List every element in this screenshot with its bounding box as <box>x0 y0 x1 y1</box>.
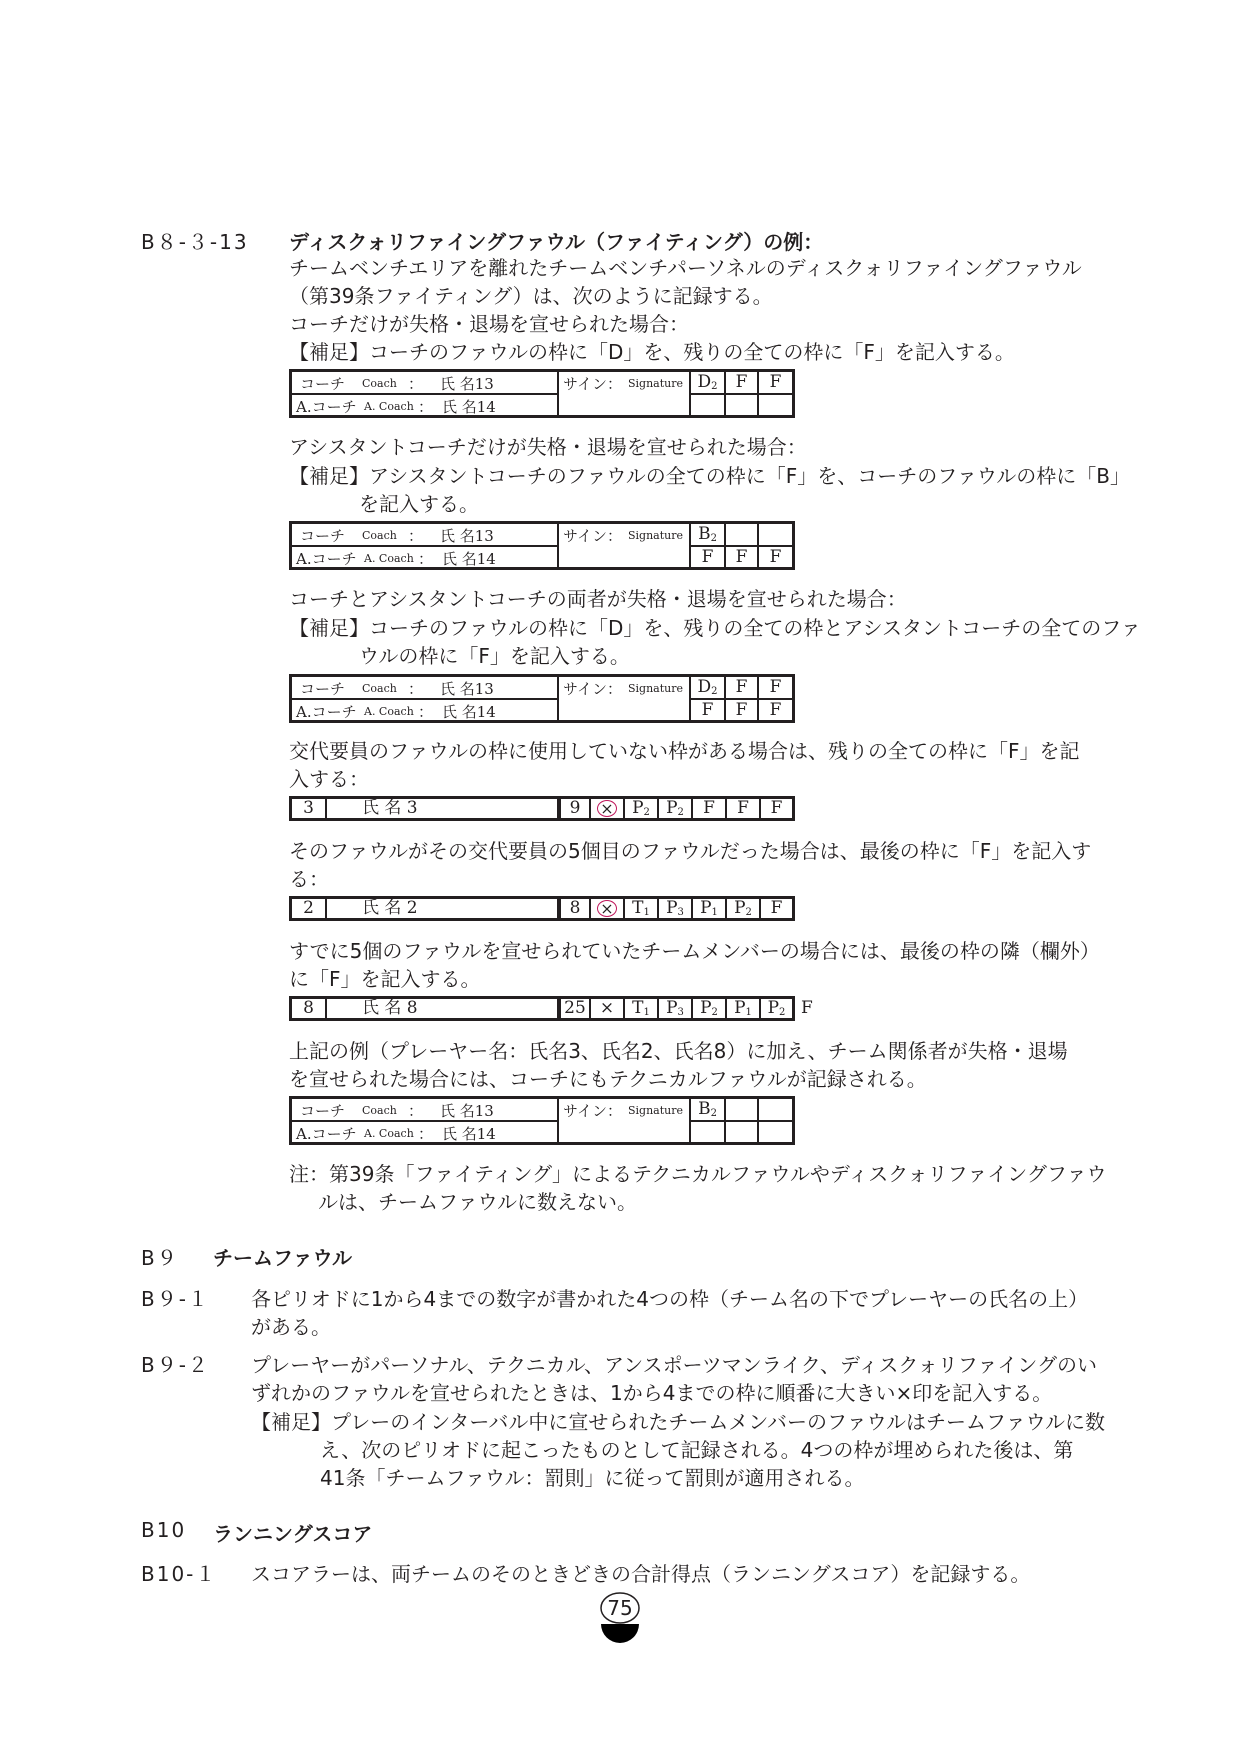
signature-en-label: Signature <box>628 377 684 390</box>
assistant-coach-foul-2 <box>724 1120 757 1142</box>
paragraph-line: アシスタントコーチだけが失格・退場を宣せられた場合： <box>289 435 807 459</box>
coach-foul-3 <box>757 1099 792 1120</box>
foul-4: $P_2$ <box>725 899 759 918</box>
license-number: 3 <box>303 798 314 818</box>
section-number: B９-１ <box>141 1287 210 1311</box>
assistant-coach-foul-2: F <box>724 545 757 567</box>
signature-en-label: Signature <box>628 682 684 695</box>
assistant-coach-name: 氏 名14 <box>442 398 496 416</box>
outside-box-mark: F <box>801 998 813 1018</box>
assistant-coach-name: 氏 名14 <box>442 1125 496 1143</box>
coach-label: コーチ <box>300 375 346 393</box>
player-in-mark <box>589 799 623 818</box>
page-number-base-shape <box>601 1624 639 1643</box>
coach-name: 氏 名13 <box>440 375 494 393</box>
assistant-coach-foul-1: F <box>691 545 724 567</box>
assistant-coach-en-label: A. Coach <box>364 705 414 718</box>
assistant-coach-label: A.コーチ <box>296 550 357 568</box>
assistant-coach-foul-1: F <box>691 698 724 720</box>
signature-label: サイン <box>563 375 607 393</box>
signature-label: サイン <box>563 527 607 545</box>
assistant-coach-foul-2 <box>724 393 757 415</box>
coach-foul-1: $B_2$ <box>698 1099 717 1119</box>
assistant-coach-foul-3: F <box>757 545 792 567</box>
signature-label: サイン <box>563 680 607 698</box>
paragraph-line: そのファウルがその交代要員の5個目のファウルだった場合は、最後の枠に「F」を記入す <box>289 839 1092 863</box>
paragraph-line: プレーヤーがパーソナル、テクニカル、アンスポーツマンライク、ディスクォリファイングのい <box>251 1353 1097 1377</box>
coach-foul-1: $D_2$ <box>697 677 718 697</box>
paragraph-line: スコアラーは、両チームのそのときどきの合計得点（ランニングスコア）を記録する。 <box>251 1562 1031 1586</box>
coach-label: コーチ <box>300 1102 346 1120</box>
player-number: 25 <box>557 999 589 1018</box>
signature-en-label: Signature <box>628 529 684 542</box>
player-number: 8 <box>557 899 589 918</box>
colon: ： <box>418 703 434 721</box>
colon: ： <box>607 680 623 698</box>
page-number-badge <box>599 1588 641 1646</box>
colon: ： <box>408 527 424 545</box>
assistant-coach-foul-3: F <box>757 698 792 720</box>
license-number: 8 <box>303 998 314 1018</box>
paragraph-line: （第39条ファイティング）は、次のように記録する。 <box>289 284 773 308</box>
paragraph-line: コーチだけが失格・退場を宣せられた場合： <box>289 312 689 336</box>
coach-foul-2 <box>724 1099 757 1120</box>
section-number: B10 <box>141 1518 187 1542</box>
signature-en-label: Signature <box>628 1104 684 1117</box>
section-number: B９ <box>141 1246 179 1270</box>
coach-foul-3 <box>757 524 792 545</box>
coach-en-label: Coach <box>362 377 397 390</box>
license-number: 2 <box>303 898 314 918</box>
coach-foul-3: F <box>757 677 792 698</box>
paragraph-line: 交代要員のファウルの枠に使用していない枠がある場合は、残りの全ての枠に「F」を記 <box>289 739 1080 763</box>
paragraph-line: 上記の例（プレーヤー名：氏名3、氏名2、氏名8）に加え、チーム関係者が失格・退場 <box>289 1039 1068 1063</box>
paragraph-line: を宣せられた場合には、コーチにもテクニカルファウルが記録される。 <box>289 1067 927 1091</box>
colon: ： <box>607 375 623 393</box>
paragraph-line: コーチとアシスタントコーチの両者が失格・退場を宣せられた場合： <box>289 587 907 611</box>
player-foul-row-3 <box>289 996 795 1021</box>
coach-foul-table-2 <box>289 521 795 570</box>
foul-5: F <box>759 899 792 918</box>
assistant-coach-foul-3 <box>757 393 792 415</box>
coach-foul-1: $D_2$ <box>697 372 718 392</box>
foul-3: $P_2$ <box>691 999 725 1018</box>
assistant-coach-label: A.コーチ <box>296 1125 357 1143</box>
supplement-note: ウルの枠に「F」を記入する。 <box>359 644 630 668</box>
foul-4: $P_1$ <box>725 999 759 1018</box>
paragraph-line: チームベンチエリアを離れたチームベンチパーソネルのディスクォリファイングファウル <box>289 256 1082 280</box>
section-number: B９-２ <box>141 1353 210 1377</box>
supplement-note: を記入する。 <box>359 492 479 516</box>
player-name: 氏 名 2 <box>325 899 557 918</box>
supplement-note: 41条「チームファウル：罰則」に従って罰則が適用される。 <box>320 1466 865 1490</box>
paragraph-line: 入する： <box>289 767 369 791</box>
supplement-note: え、次のピリオドに起こったものとして記録される。4つの枠が埋められた後は、第 <box>320 1438 1074 1462</box>
assistant-coach-label: A.コーチ <box>296 703 357 721</box>
foul-1: $T_1$ <box>623 899 657 918</box>
circled-x-mark: × <box>597 800 617 817</box>
coach-en-label: Coach <box>362 529 397 542</box>
assistant-coach-foul-1 <box>691 393 724 415</box>
coach-foul-3: F <box>757 372 792 393</box>
assistant-coach-name: 氏 名14 <box>442 550 496 568</box>
player-in-mark: × <box>589 999 623 1018</box>
coach-foul-2: F <box>724 677 757 698</box>
player-foul-row-1 <box>289 796 795 821</box>
supplement-note: 【補足】アシスタントコーチのファウルの全ての枠に「F」を、コーチのファウルの枠に「B」 <box>289 464 1131 488</box>
assistant-coach-en-label: A. Coach <box>364 1127 414 1140</box>
assistant-coach-foul-1 <box>691 1120 724 1142</box>
assistant-coach-label: A.コーチ <box>296 398 357 416</box>
assistant-coach-foul-2: F <box>724 698 757 720</box>
coach-name: 氏 名13 <box>440 1102 494 1120</box>
foul-3: F <box>691 799 725 818</box>
player-in-mark <box>589 899 623 918</box>
coach-foul-table-4 <box>289 1096 795 1145</box>
coach-en-label: Coach <box>362 1104 397 1117</box>
coach-foul-table-1 <box>289 369 795 418</box>
foul-1: $P_2$ <box>623 799 657 818</box>
paragraph-line: ずれかのファウルを宣せられたときは、1から4までの枠に順番に大きい×印を記入する。 <box>251 1381 1053 1405</box>
assistant-coach-en-label: A. Coach <box>364 400 414 413</box>
page-number: 75 <box>607 1596 633 1620</box>
coach-en-label: Coach <box>362 682 397 695</box>
player-name: 氏 名 8 <box>325 999 557 1018</box>
foul-1: $T_1$ <box>623 999 657 1018</box>
foul-2: $P_3$ <box>657 999 691 1018</box>
paragraph-line: がある。 <box>251 1315 331 1339</box>
coach-label: コーチ <box>300 680 346 698</box>
paragraph-line: に「F」を記入する。 <box>289 967 481 991</box>
note-line: 注：第39条「ファイティング」によるテクニカルファウルやディスクォリファイングファウ <box>289 1162 1107 1186</box>
supplement-note: 【補足】プレーのインターバル中に宣せられたチームメンバーのファウルはチームファウルに数 <box>251 1410 1105 1434</box>
assistant-coach-name: 氏 名14 <box>442 703 496 721</box>
player-number: 9 <box>557 799 589 818</box>
assistant-coach-foul-3 <box>757 1120 792 1142</box>
circled-x-mark: × <box>597 900 617 917</box>
supplement-note: 【補足】コーチのファウルの枠に「D」を、残りの全ての枠に「F」を記入する。 <box>289 340 1015 364</box>
coach-foul-2: F <box>724 372 757 393</box>
colon: ： <box>418 1125 434 1143</box>
coach-label: コーチ <box>300 527 346 545</box>
colon: ： <box>607 527 623 545</box>
paragraph-line: すでに5個のファウルを宣せられていたチームメンバーの場合には、最後の枠の隣（欄外） <box>289 939 1100 963</box>
colon: ： <box>418 550 434 568</box>
signature-label: サイン <box>563 1102 607 1120</box>
foul-2: $P_3$ <box>657 899 691 918</box>
foul-5: F <box>759 799 792 818</box>
section-number: B10-１ <box>141 1562 218 1586</box>
colon: ： <box>408 1102 424 1120</box>
assistant-coach-en-label: A. Coach <box>364 552 414 565</box>
coach-foul-2 <box>724 524 757 545</box>
colon: ： <box>418 398 434 416</box>
section-title: チームファウル <box>213 1246 352 1270</box>
player-foul-row-2 <box>289 896 795 921</box>
player-name: 氏 名 3 <box>325 799 557 818</box>
foul-4: F <box>725 799 759 818</box>
coach-name: 氏 名13 <box>440 680 494 698</box>
foul-3: $P_1$ <box>691 899 725 918</box>
colon: ： <box>408 680 424 698</box>
section-number: B８-３-13 <box>141 230 249 254</box>
paragraph-line: 各ピリオドに1から4までの数字が書かれた4つの枠（チーム名の下でプレーヤーの氏名の上） <box>251 1287 1089 1311</box>
coach-foul-1: $B_2$ <box>698 524 717 544</box>
paragraph-line: る： <box>289 867 329 891</box>
foul-2: $P_2$ <box>657 799 691 818</box>
colon: ： <box>408 375 424 393</box>
section-title: ディスクォリファイングファウル（ファイティング）の例： <box>289 230 824 254</box>
foul-5: $P_2$ <box>759 999 792 1018</box>
colon: ： <box>607 1102 623 1120</box>
supplement-note: 【補足】コーチのファウルの枠に「D」を、残りの全ての枠とアシスタントコーチの全てのファ <box>289 616 1141 640</box>
coach-name: 氏 名13 <box>440 527 494 545</box>
coach-foul-table-3 <box>289 674 795 723</box>
note-line: ルは、チームファウルに数えない。 <box>318 1190 637 1214</box>
section-title: ランニングスコア <box>213 1522 373 1546</box>
